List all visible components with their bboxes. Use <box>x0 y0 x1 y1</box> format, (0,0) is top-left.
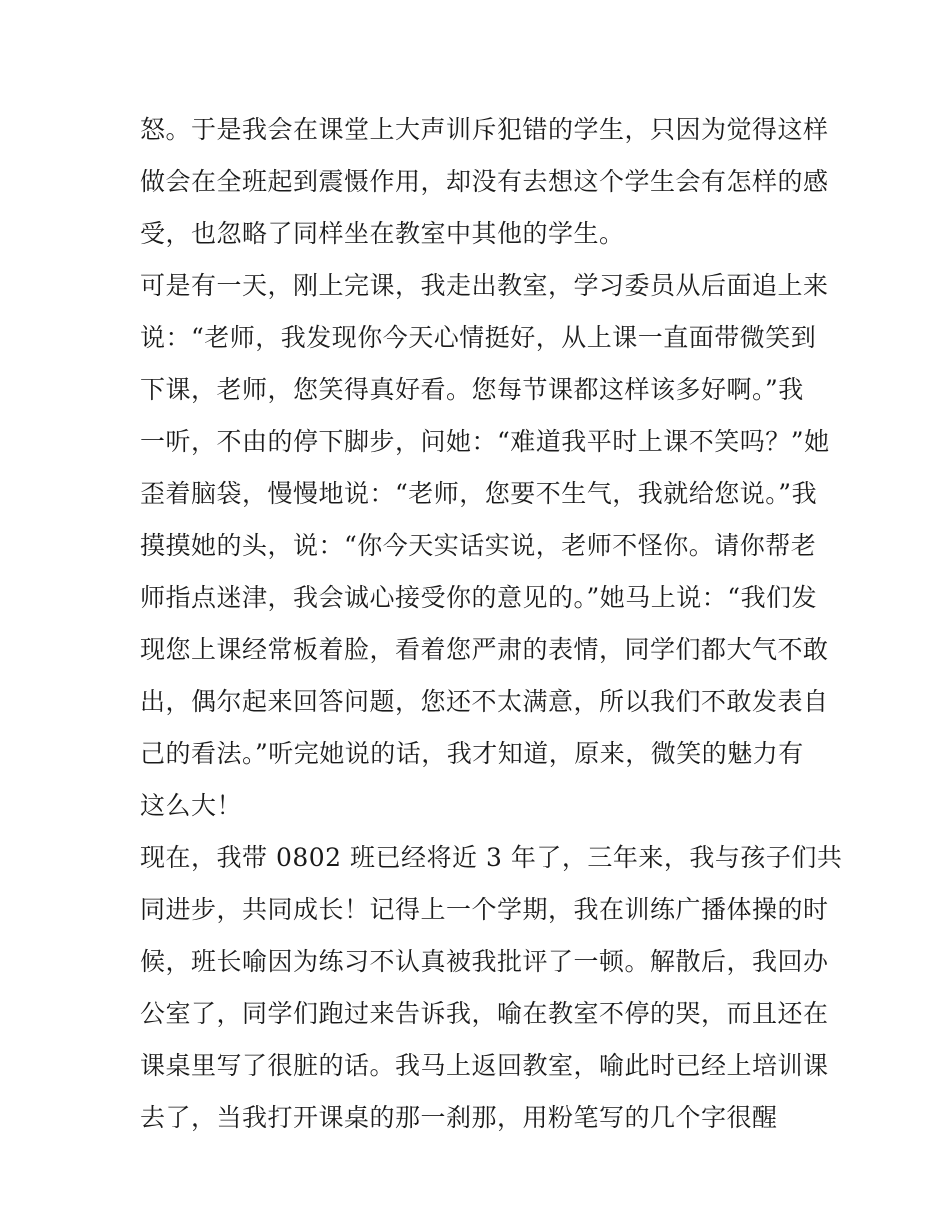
text-line: 课桌里写了很脏的话。我马上返回教室，喻此时已经上培训课 <box>140 1051 829 1080</box>
text-line: 师指点迷津，我会诚心接受你的意见的。”她马上说：“我们发 <box>140 583 818 612</box>
body-text <box>140 104 843 1144</box>
text-line: 现您上课经常板着脸，看着您严肃的表情，同学们都大气不敢 <box>140 635 829 664</box>
text-line: 一听，不由的停下脚步，问她：“难道我平时上课不笑吗？”她 <box>140 427 830 456</box>
text-line: 同进步，共同成长！记得上一个学期，我在训练广播体操的时 <box>140 895 829 924</box>
text-line: 可是有一天，刚上完课，我走出教室，学习委员从后面追上来 <box>140 271 829 300</box>
text-line: 候，班长喻因为练习不认真被我批评了一顿。解散后，我回办 <box>140 947 829 976</box>
text-line: 己的看法。”听完她说的话，我才知道，原来，微笑的魅力有 <box>140 739 804 768</box>
text-line: 摸摸她的头，说：“你今天实话实说，老师不怪你。请你帮老 <box>140 531 817 560</box>
text-line: 说：“老师，我发现你今天心情挺好，从上课一直面带微笑到 <box>140 323 817 352</box>
text-line: 做会在全班起到震慑作用，却没有去想这个学生会有怎样的感 <box>140 167 829 196</box>
text-line: 公室了，同学们跑过来告诉我，喻在教室不停的哭，而且还在 <box>140 999 829 1028</box>
text-line: 去了，当我打开课桌的那一刹那，用粉笔写的几个字很醒 <box>140 1103 778 1132</box>
text-line: 歪着脑袋，慢慢地说：“老师，您要不生气，我就给您说。”我 <box>140 479 818 508</box>
text-line: 现在，我带 0802 班已经将近 3 年了，三年来，我与孩子们共 <box>140 843 843 872</box>
text-line: 受，也忽略了同样坐在教室中其他的学生。 <box>140 219 625 248</box>
text-line: 这么大！ <box>140 791 243 820</box>
text-line: 下课，老师，您笑得真好看。您每节课都这样该多好啊。”我 <box>140 375 804 404</box>
text-line: 怒。于是我会在课堂上大声训斥犯错的学生，只因为觉得这样 <box>140 115 829 144</box>
text-line: 出，偶尔起来回答问题，您还不太满意，所以我们不敢发表自 <box>140 687 829 716</box>
